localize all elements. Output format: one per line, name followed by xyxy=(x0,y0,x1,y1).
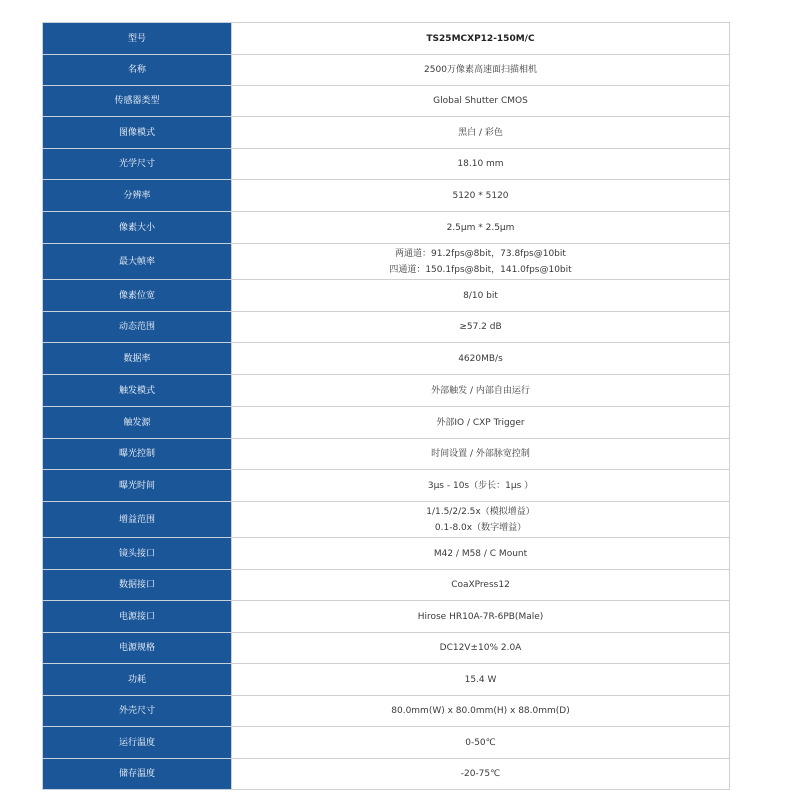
spec-value-line: 0.1-8.0x（数字增益） xyxy=(434,522,527,533)
spec-label: 传感器类型 xyxy=(43,86,232,117)
spec-label: 电源接口 xyxy=(43,601,232,633)
spec-label: 功耗 xyxy=(43,664,232,696)
spec-value xyxy=(232,343,730,375)
spec-value xyxy=(232,86,730,117)
spec-row xyxy=(43,633,730,664)
spec-value-line: 2.5μm * 2.5μm xyxy=(446,222,515,233)
spec-value-line: 8/10 bit xyxy=(463,290,498,301)
spec-value-line: 3μs - 10s（步长：1μs ） xyxy=(427,480,534,491)
spec-value xyxy=(232,280,730,312)
spec-row xyxy=(43,55,730,86)
spec-value-line: 四通道：150.1fps@8bit，141.0fps@10bit xyxy=(389,264,572,275)
spec-label: 图像模式 xyxy=(43,117,232,149)
spec-label: 增益范围 xyxy=(43,502,232,538)
spec-value-line: 外部IO / CXP Trigger xyxy=(436,417,525,428)
spec-value-line: TS25MCXP12-150M/C xyxy=(426,33,535,44)
spec-row xyxy=(43,23,730,55)
spec-value xyxy=(232,117,730,149)
spec-label: 型号 xyxy=(43,23,232,55)
spec-row xyxy=(43,696,730,727)
spec-row xyxy=(43,117,730,149)
spec-label: 曝光控制 xyxy=(43,439,232,470)
spec-value-line: 80.0mm(W) x 80.0mm(H) x 88.0mm(D) xyxy=(391,706,570,716)
spec-value xyxy=(232,759,730,790)
spec-row xyxy=(43,502,730,538)
spec-row xyxy=(43,86,730,117)
spec-table xyxy=(42,22,730,790)
spec-label: 名称 xyxy=(43,55,232,86)
spec-value xyxy=(232,375,730,407)
spec-value xyxy=(232,212,730,244)
spec-value-line: 2500万像素高速面扫描相机 xyxy=(424,65,537,75)
spec-value xyxy=(232,407,730,439)
spec-value xyxy=(232,244,730,280)
spec-label: 触发模式 xyxy=(43,375,232,407)
spec-row xyxy=(43,343,730,375)
spec-row xyxy=(43,375,730,407)
spec-value-line: ≥57.2 dB xyxy=(459,322,502,332)
spec-row xyxy=(43,312,730,343)
spec-row xyxy=(43,244,730,280)
spec-value xyxy=(232,633,730,664)
spec-value-line: 外部触发 / 内部自由运行 xyxy=(431,385,530,396)
spec-value-line: CoaXPress12 xyxy=(451,580,510,590)
spec-value xyxy=(232,727,730,759)
spec-table-body xyxy=(43,23,730,790)
spec-value-line: Hirose HR10A-7R-6PB(Male) xyxy=(417,611,544,622)
spec-value-line: 两通道：91.2fps@8bit，73.8fps@10bit xyxy=(395,248,566,259)
spec-value xyxy=(232,502,730,538)
spec-value xyxy=(232,601,730,633)
spec-value xyxy=(232,664,730,696)
spec-value xyxy=(232,55,730,86)
spec-row xyxy=(43,470,730,502)
spec-row xyxy=(43,439,730,470)
spec-row xyxy=(43,180,730,212)
spec-label: 数据接口 xyxy=(43,570,232,601)
spec-label: 镜头接口 xyxy=(43,538,232,570)
spec-value xyxy=(232,180,730,212)
spec-value-line: -20-75℃ xyxy=(460,769,501,779)
spec-label: 外壳尺寸 xyxy=(43,696,232,727)
spec-value-line: 时间设置 / 外部脉宽控制 xyxy=(431,449,530,459)
spec-row xyxy=(43,212,730,244)
spec-label: 数据率 xyxy=(43,343,232,375)
spec-row xyxy=(43,601,730,633)
spec-row xyxy=(43,538,730,570)
spec-label: 动态范围 xyxy=(43,312,232,343)
spec-value xyxy=(232,149,730,180)
spec-row xyxy=(43,149,730,180)
spec-value xyxy=(232,439,730,470)
spec-value-line: 0-50℃ xyxy=(465,737,496,748)
spec-value xyxy=(232,696,730,727)
spec-label: 像素大小 xyxy=(43,212,232,244)
spec-value xyxy=(232,538,730,570)
spec-value-line: 18.10 mm xyxy=(457,159,504,169)
spec-value-line: 4620MB/s xyxy=(458,353,503,364)
spec-value xyxy=(232,23,730,55)
spec-value-line: 15.4 W xyxy=(464,674,497,685)
spec-value xyxy=(232,312,730,343)
spec-value-line: M42 / M58 / C Mount xyxy=(433,548,528,559)
spec-row xyxy=(43,570,730,601)
spec-label: 储存温度 xyxy=(43,759,232,790)
spec-row xyxy=(43,664,730,696)
spec-value-line: Global Shutter CMOS xyxy=(433,96,528,106)
spec-label: 触发源 xyxy=(43,407,232,439)
spec-label: 曝光时间 xyxy=(43,470,232,502)
spec-value xyxy=(232,470,730,502)
spec-label: 分辨率 xyxy=(43,180,232,212)
spec-label: 电源规格 xyxy=(43,633,232,664)
spec-value xyxy=(232,570,730,601)
spec-label: 最大帧率 xyxy=(43,244,232,280)
spec-row xyxy=(43,280,730,312)
spec-label: 光学尺寸 xyxy=(43,149,232,180)
spec-row xyxy=(43,727,730,759)
spec-value-line: DC12V±10% 2.0A xyxy=(439,643,522,653)
spec-row xyxy=(43,407,730,439)
spec-value-line: 1/1.5/2/2.5x（模拟增益） xyxy=(426,506,535,517)
spec-value-line: 5120 * 5120 xyxy=(452,190,509,201)
spec-row xyxy=(43,759,730,790)
spec-label: 运行温度 xyxy=(43,727,232,759)
spec-value-line: 黑白 / 彩色 xyxy=(458,127,503,138)
spec-label: 像素位宽 xyxy=(43,280,232,312)
